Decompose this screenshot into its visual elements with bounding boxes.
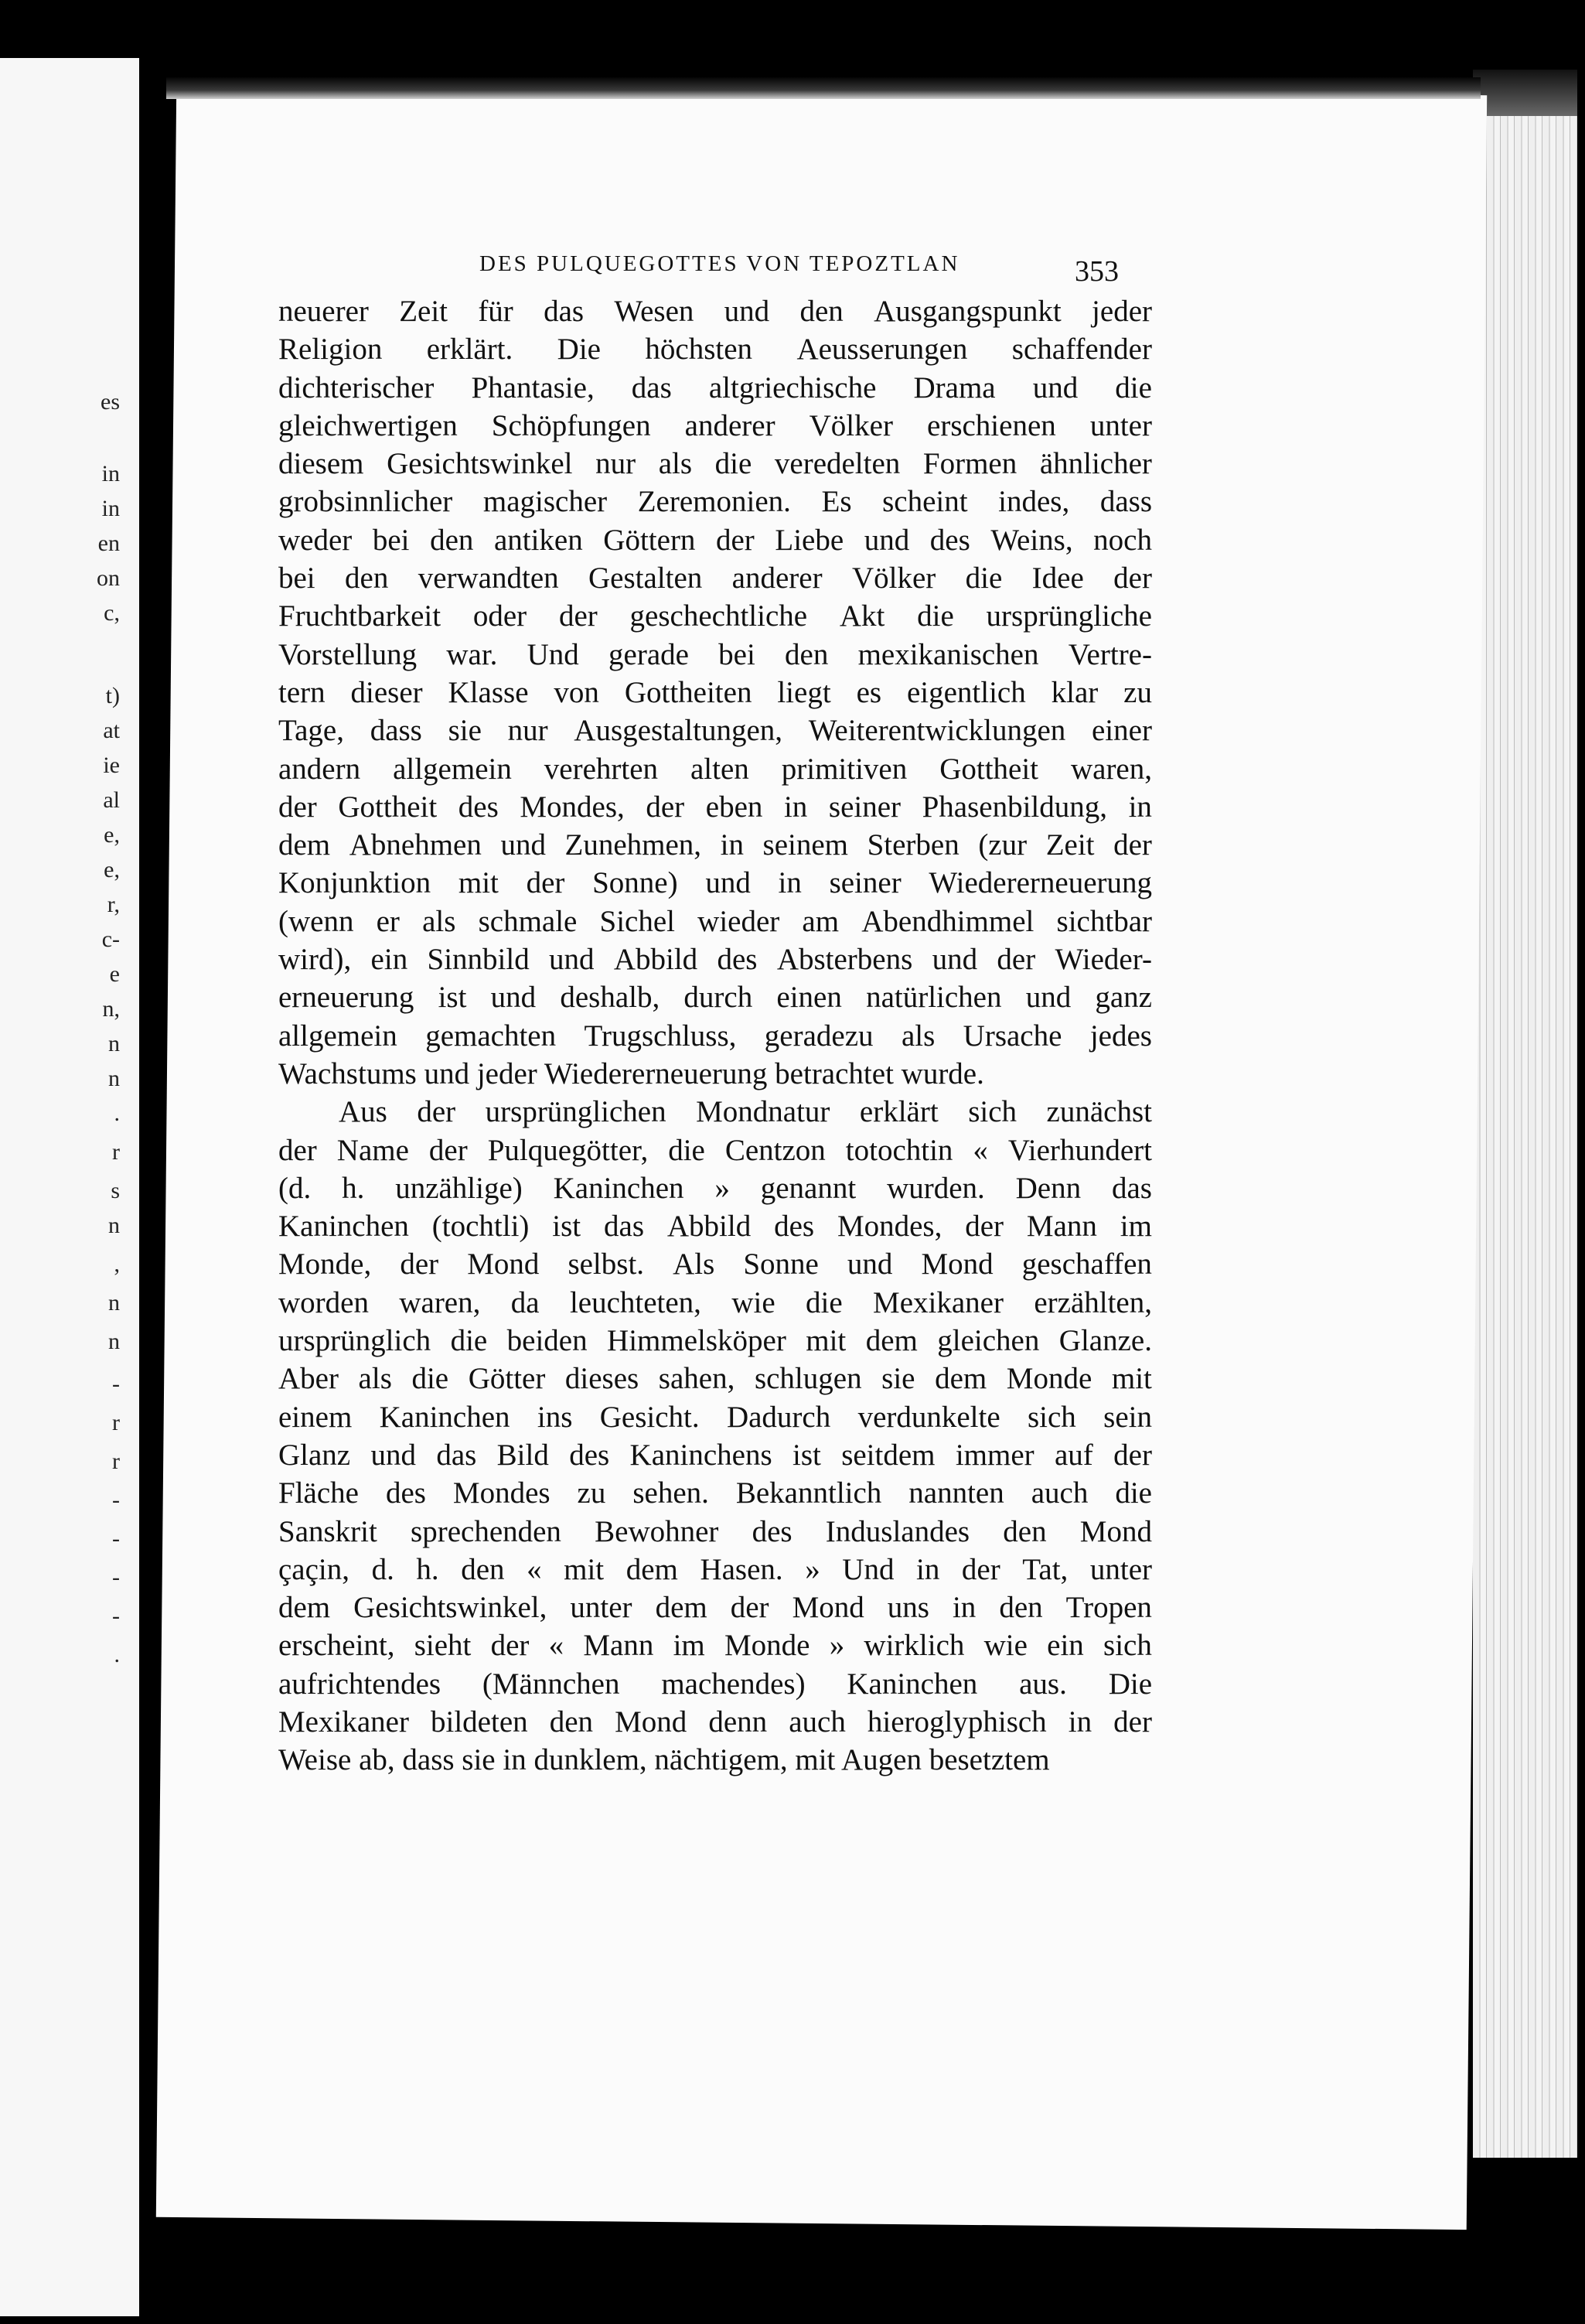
left-page-fragment: - <box>112 1487 120 1513</box>
page-edges <box>1473 116 1577 2158</box>
left-page-fragment: in <box>101 496 120 521</box>
page-header <box>302 251 1160 290</box>
running-head: DES PULQUEGOTTES VON TEPOZTLAN <box>479 251 960 276</box>
left-page-fragment: at <box>103 718 120 743</box>
text-line: andern allgemein verehrten alten primitiven Gottheit waren, <box>278 752 1152 786</box>
body-text <box>278 292 1152 1780</box>
left-page-fragment: al <box>103 787 120 813</box>
text-line: Tage, dass sie nur Ausgestaltungen, Weiterentwicklungen einer <box>278 714 1152 748</box>
left-page-fragment: - <box>112 1526 120 1551</box>
left-page-fragment: r <box>112 1139 120 1165</box>
page-top-shadow <box>166 77 1481 99</box>
text-line: erscheint, sieht der « Mann im Monde » wirklich wie ein sich <box>278 1629 1152 1663</box>
text-line: allgemein gemachten Trugschluss, geradezu als Ursache jedes <box>278 1019 1152 1053</box>
text-line: aufrichtendes (Männchen machendes) Kaninchen aus. Die <box>278 1667 1152 1701</box>
text-line: einem Kaninchen ins Gesicht. Dadurch verdunkelte sich sein <box>278 1400 1152 1434</box>
left-page-fragment: in <box>101 461 120 486</box>
left-page-fragment: n <box>108 1066 120 1091</box>
text-line: Vorstellung war. Und gerade bei den mexikanischen Vertre- <box>278 637 1152 671</box>
text-line: Aber als die Götter dieses sahen, schlugen sie dem Monde mit <box>278 1362 1152 1396</box>
text-line: Sanskrit sprechenden Bewohner des Induslandes den Mond <box>278 1514 1152 1548</box>
left-page-fragment: - <box>112 1603 120 1629</box>
left-page-fragment: r, <box>107 892 120 917</box>
text-line: (wenn er als schmale Sichel wieder am Abendhimmel sichtbar <box>278 904 1152 938</box>
left-page-fragment: c, <box>104 600 120 626</box>
text-line: dem Abnehmen und Zunehmen, in seinem Sterben (zur Zeit der <box>278 828 1152 862</box>
text-line: gleichwertigen Schöpfungen anderer Völker erschienen unter <box>278 408 1152 442</box>
left-page-fragment: - <box>112 1371 120 1397</box>
left-page-fragment: on <box>97 565 120 591</box>
text-line: wird), ein Sinnbild und Abbild des Absterbens und der Wieder- <box>278 943 1152 977</box>
page-number: 353 <box>1075 255 1119 288</box>
left-page-fragment: . <box>114 1101 120 1126</box>
left-page-fragment: es <box>101 389 120 415</box>
left-page-fragment: e, <box>104 857 120 882</box>
text-line: (d. h. unzählige) Kaninchen » genannt wurden. Denn das <box>278 1171 1152 1205</box>
text-line: grobsinnlicher magischer Zeremonien. Es scheint indes, dass <box>278 485 1152 519</box>
text-line: erneuerung ist und deshalb, durch einen natürlichen und ganz <box>278 981 1152 1015</box>
text-line: neuerer Zeit für das Wesen und den Ausgangspunkt jeder <box>278 295 1152 328</box>
left-page-fragment: n <box>108 1290 120 1316</box>
left-page-fragment: ie <box>103 752 120 778</box>
left-page-fragment: - <box>112 1565 120 1590</box>
text-line: Fläche des Mondes zu sehen. Bekanntlich nannten auch die <box>278 1476 1152 1510</box>
text-line: Kaninchen (tochtli) ist das Abbild des Mondes, der Mann im <box>278 1210 1152 1244</box>
left-page-fragment: n, <box>102 996 120 1022</box>
text-line: dem Gesichtswinkel, unter dem der Mond uns in den Tropen <box>278 1591 1152 1625</box>
left-page-fragment: . <box>114 1642 120 1667</box>
text-line: worden waren, da leuchteten, wie die Mexikaner erzählten, <box>278 1285 1152 1319</box>
left-page-fragment: en <box>97 531 120 556</box>
left-page-fragment: r <box>112 1410 120 1435</box>
text-line: Religion erklärt. Die höchsten Aeusserungen schaffender <box>278 333 1152 367</box>
text-line: Glanz und das Bild des Kaninchens ist seitdem immer auf der <box>278 1438 1152 1472</box>
text-line: Aus der ursprünglichen Mondnatur erklärt sich zunächst <box>339 1095 1152 1129</box>
text-line: bei den verwandten Gestalten anderer Völker die Idee der <box>278 561 1152 596</box>
left-page-fragment: e, <box>104 822 120 848</box>
text-line: dichterischer Phantasie, das altgriechische Drama und die <box>278 370 1152 404</box>
text-line: diesem Gesichtswinkel nur als die veredelten Formen ähnlicher <box>278 447 1152 481</box>
text-line: weder bei den antiken Göttern der Liebe und des Weins, noch <box>278 523 1152 557</box>
left-page-fragment: n <box>108 1031 120 1056</box>
text-line: Wachstums und jeder Wiedererneuerung betrachtet wurde. <box>278 1056 984 1090</box>
left-page-fragment: c- <box>101 927 120 952</box>
text-line: Konjunktion mit der Sonne) und in seiner Wiedererneuerung <box>278 866 1152 900</box>
text-line: Fruchtbarkeit oder der geschechtliche Akt die ursprüngliche <box>278 599 1152 633</box>
text-line: çaçin, d. h. den « mit dem Hasen. » Und in der Tat, unter <box>278 1552 1152 1586</box>
text-line: Weise ab, dass sie in dunklem, nächtigem, mit Augen besetztem <box>278 1743 1050 1777</box>
text-line: ursprünglich die beiden Himmelsköper mit dem gleichen Glanze. <box>278 1324 1152 1358</box>
text-line: Monde, der Mond selbst. Als Sonne und Mond geschaffen <box>278 1247 1152 1281</box>
left-page-fragment: n <box>108 1213 120 1238</box>
left-page-fragment: n <box>108 1329 120 1354</box>
left-page-fragment: e <box>109 961 120 987</box>
left-page-fragment: s <box>111 1178 120 1203</box>
text-line: tern dieser Klasse von Gottheiten liegt es eigentlich klar zu <box>278 675 1152 709</box>
text-line: der Name der Pulquegötter, die Centzon totochtin « Vierhundert <box>278 1133 1152 1167</box>
left-page-fragment: , <box>114 1251 120 1277</box>
left-page-fragment: t) <box>105 683 120 708</box>
left-page-fragment: r <box>112 1449 120 1474</box>
left-page-margin <box>0 58 139 2316</box>
text-line: Mexikaner bildeten den Mond denn auch hieroglyphisch in der <box>278 1705 1152 1739</box>
text-line: der Gottheit des Mondes, der eben in seiner Phasenbildung, in <box>278 790 1152 824</box>
